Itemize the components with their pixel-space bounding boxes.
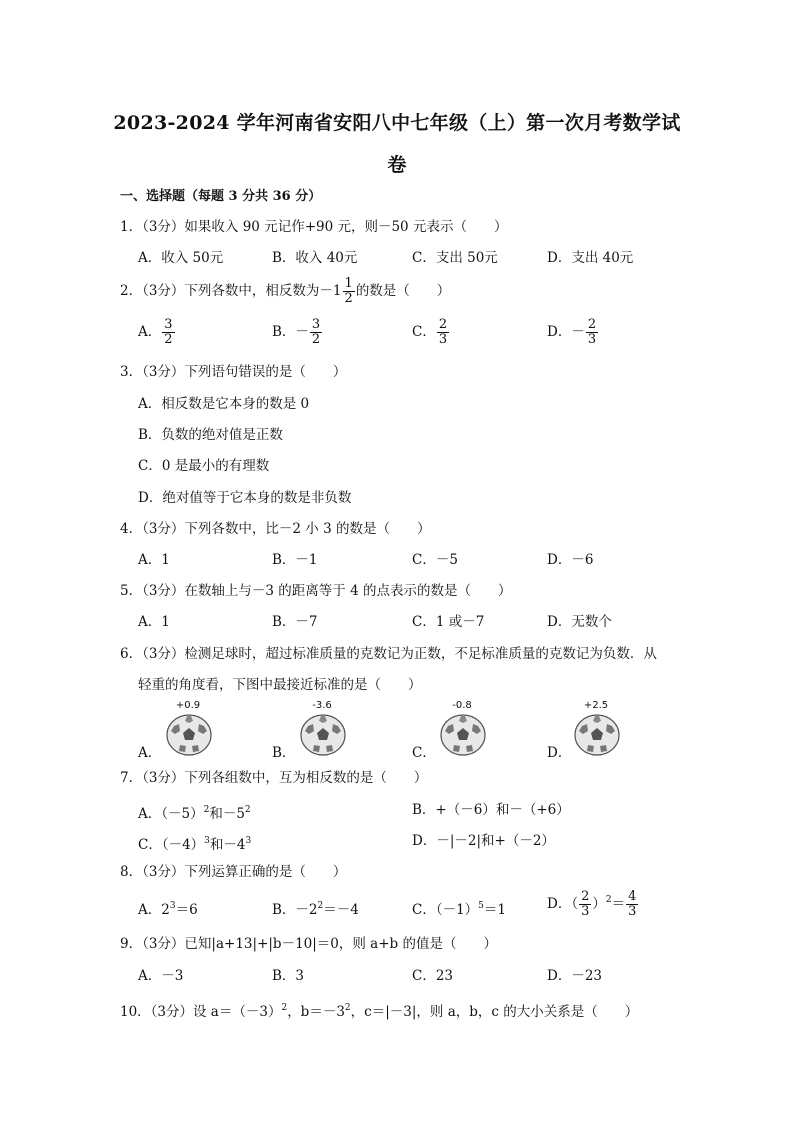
q8-option-a: A．$2^3=6$ xyxy=(138,901,198,918)
paper-title-line1: 2023-2024 学年河南省安阳八中七年级（上）第一次月考数学试 xyxy=(113,112,681,134)
question-8-stem: 8．（3分）下列运算正确的是（ ） xyxy=(120,864,347,880)
q8-option-b: B．$-2^2=-4$ xyxy=(272,901,359,918)
question-5-stem: 5．（3分）在数轴上与－3 的距离等于 4 的点表示的数是（ ） xyxy=(120,583,512,599)
q6-ball-c xyxy=(432,700,492,760)
q4-option-b: B．－1 xyxy=(272,552,318,568)
q9-option-c: C．23 xyxy=(412,968,454,984)
soccer-ball-icon xyxy=(574,712,620,756)
q6-option-c: C． xyxy=(412,745,436,761)
q2-option-c: C． $\frac{2}{3}$ xyxy=(412,317,448,347)
q8-option-d: D．（ $\frac{2}{3}$ ）$^2$＝ $\frac{4}{3}$ xyxy=(547,889,637,919)
q7-option-b: B．+（－6）和－（+6） xyxy=(412,802,570,818)
question-9-stem: 9．（3分）已知|a+13|+|b－10|＝0，则 a+b 的值是（ ） xyxy=(120,936,497,952)
q6-ball-a-value: +0.9 xyxy=(175,700,201,711)
q6-option-b: B． xyxy=(272,745,296,761)
paper-title-line2: 卷 xyxy=(387,154,407,176)
question-4-stem: 4．（3分）下列各数中，比－2 小 3 的数是（ ） xyxy=(120,521,431,537)
question-1-stem: 1．（3分）如果收入 90 元记作+90 元，则－50 元表示（ ） xyxy=(120,219,508,235)
q6-ball-a xyxy=(158,700,218,760)
q5-option-b: B．－7 xyxy=(272,614,318,630)
question-3-stem: 3．（3分）下列语句错误的是（ ） xyxy=(120,364,347,380)
soccer-ball-icon xyxy=(166,712,212,756)
q3-option-a: A．相反数是它本身的数是 0 xyxy=(138,396,310,412)
q6-option-d: D． xyxy=(547,745,572,761)
q7-option-a: A．$(-5)^2$和$-5^2$ xyxy=(138,805,251,822)
q3-option-d: D．绝对值等于它本身的数是非负数 xyxy=(138,490,352,506)
q6-ball-b xyxy=(292,700,352,760)
q9-option-a: A．－3 xyxy=(138,968,184,984)
q5-option-a: A．1 xyxy=(138,614,170,630)
q6-ball-d-value: +2.5 xyxy=(583,700,609,711)
q5-option-c: C．1 或－7 xyxy=(412,614,485,630)
q6-option-a: A． xyxy=(138,745,162,761)
q4-option-c: C．－5 xyxy=(412,552,458,568)
q4-option-d: D．－6 xyxy=(547,552,594,568)
q1-option-a: A．收入 50元 xyxy=(138,250,224,266)
q2-option-d: D．－ $\frac{2}{3}$ xyxy=(547,317,597,347)
q6-ball-b-value: -3.6 xyxy=(312,700,332,711)
q7-option-c: C．$(-4)^3$和$-4^3$ xyxy=(138,836,252,853)
q4-option-a: A．1 xyxy=(138,552,170,568)
q2-option-a: A． $\frac{3}{2}$ xyxy=(138,317,173,347)
q3-option-b: B．负数的绝对值是正数 xyxy=(138,427,283,443)
q2-option-b: B．－ $\frac{3}{2}$ xyxy=(272,317,321,347)
q2-stem-fraction: $\frac{1}{2}$ xyxy=(344,276,353,306)
question-7-stem: 7．（3分）下列各组数中，互为相反数的是（ ） xyxy=(120,770,428,786)
q1-option-c: C．支出 50元 xyxy=(412,250,498,266)
soccer-ball-icon xyxy=(300,712,346,756)
soccer-ball-icon xyxy=(440,712,486,756)
q7-option-d: D．－|－2|和+（－2） xyxy=(412,833,555,849)
q1-option-d: D．支出 40元 xyxy=(547,250,634,266)
q6-ball-c-value: -0.8 xyxy=(452,700,472,711)
question-6-stem-line2: 轻重的角度看，下图中最接近标准的是（ ） xyxy=(138,677,422,693)
question-2-stem: 2．（3分）下列各数中，相反数为－1 $\frac{1}{2}$ 的数是（ ） xyxy=(120,276,451,306)
q9-option-d: D．－23 xyxy=(547,968,603,984)
q8-option-c: C．$(-1)^5=1$ xyxy=(412,901,506,918)
q3-option-c: C．0 是最小的有理数 xyxy=(138,458,270,474)
question-6-stem-line1: 6．（3分）检测足球时，超过标准质量的克数记为正数，不足标准质量的克数记为负数．从 xyxy=(120,646,657,662)
q6-ball-d xyxy=(566,700,626,760)
q9-option-b: B．3 xyxy=(272,968,305,984)
q5-option-d: D．无数个 xyxy=(547,614,612,630)
question-10-stem: 10．（3分）设 $a=(-3)^2$，$b=-3^2$，c＝|－3|，则 a，b，c 的大小关系是（ ） xyxy=(120,1003,639,1020)
section-heading: 一、选择题（每题 3 分共 36 分） xyxy=(120,189,322,204)
q1-option-b: B．收入 40元 xyxy=(272,250,358,266)
